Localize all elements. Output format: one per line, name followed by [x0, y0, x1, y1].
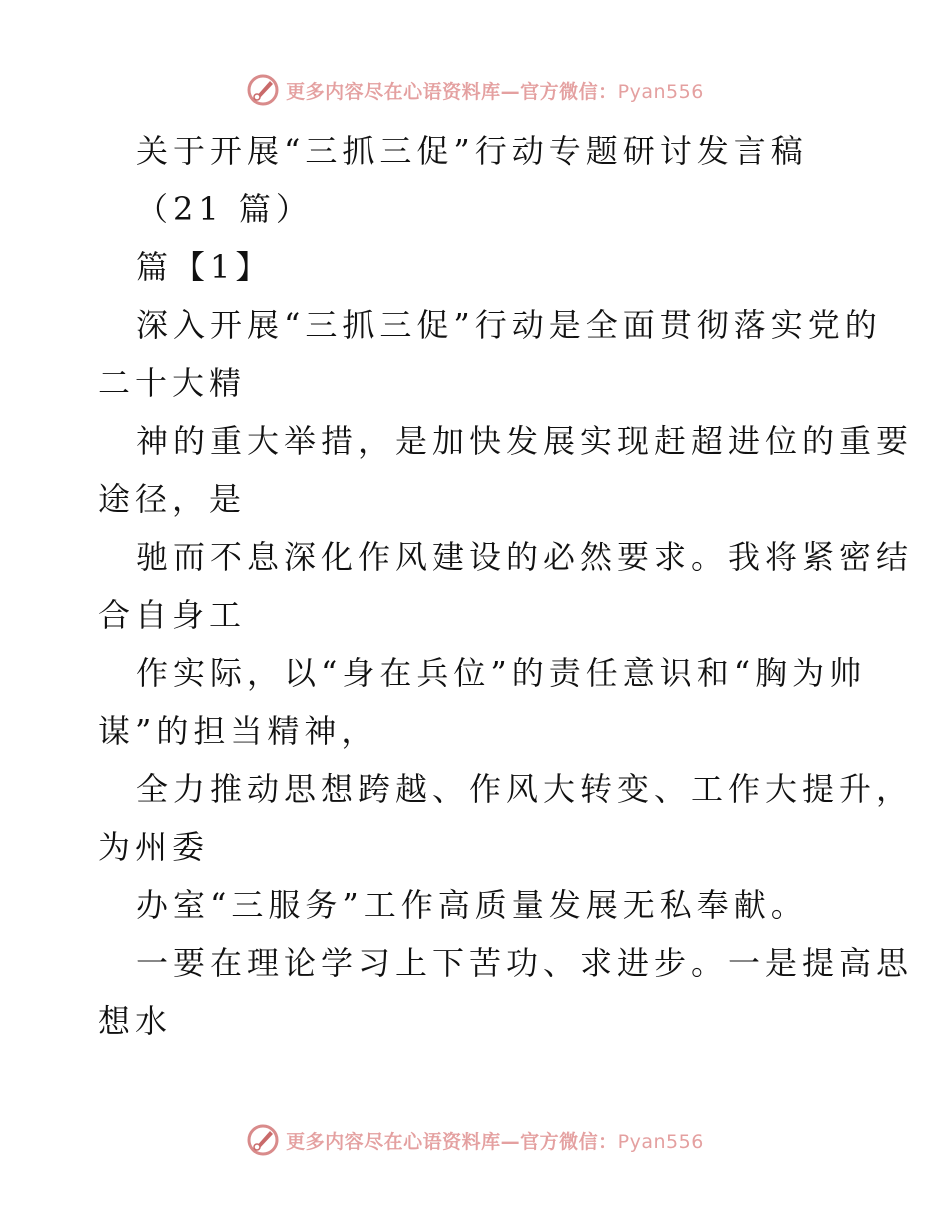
doc-line: （21 篇）: [136, 190, 313, 228]
doc-line: 想水: [98, 1002, 173, 1040]
quill-pen-seal-icon: [246, 73, 280, 107]
doc-line: 二十大精: [98, 364, 247, 402]
quill-pen-seal-icon: [246, 1123, 280, 1157]
watermark-text: 更多内容尽在心语资料库—官方微信：Pyan556: [286, 80, 704, 103]
doc-line: 作实际，以“身在兵位”的责任意识和“胸为帅: [136, 654, 867, 692]
document-body: [98, 122, 914, 1050]
doc-line: 途径，是: [98, 480, 247, 518]
doc-line: 篇【1】: [136, 248, 273, 286]
doc-line: 谋”的担当精神，: [98, 712, 379, 750]
doc-line: 合自身工: [98, 596, 247, 634]
doc-line: 一要在理论学习上下苦功、求进步。一是提高思: [136, 944, 914, 982]
doc-line: 全力推动思想跨越、作风大转变、工作大提升，: [136, 770, 914, 808]
doc-line: 关于开展“三抓三促”行动专题研讨发言稿: [136, 132, 808, 170]
doc-line: 驰而不息深化作风建设的必然要求。我将紧密结: [136, 538, 914, 576]
watermark-text: 更多内容尽在心语资料库—官方微信：Pyan556: [286, 1130, 704, 1153]
doc-line: 为州委: [98, 828, 210, 866]
header-watermark: [0, 70, 950, 110]
footer-watermark: [0, 1120, 950, 1160]
doc-line: 神的重大举措，是加快发展实现赶超进位的重要: [136, 422, 914, 460]
doc-line: 办室“三服务”工作高质量发展无私奉献。: [136, 886, 808, 924]
doc-line: 深入开展“三抓三促”行动是全面贯彻落实党的: [136, 306, 882, 344]
